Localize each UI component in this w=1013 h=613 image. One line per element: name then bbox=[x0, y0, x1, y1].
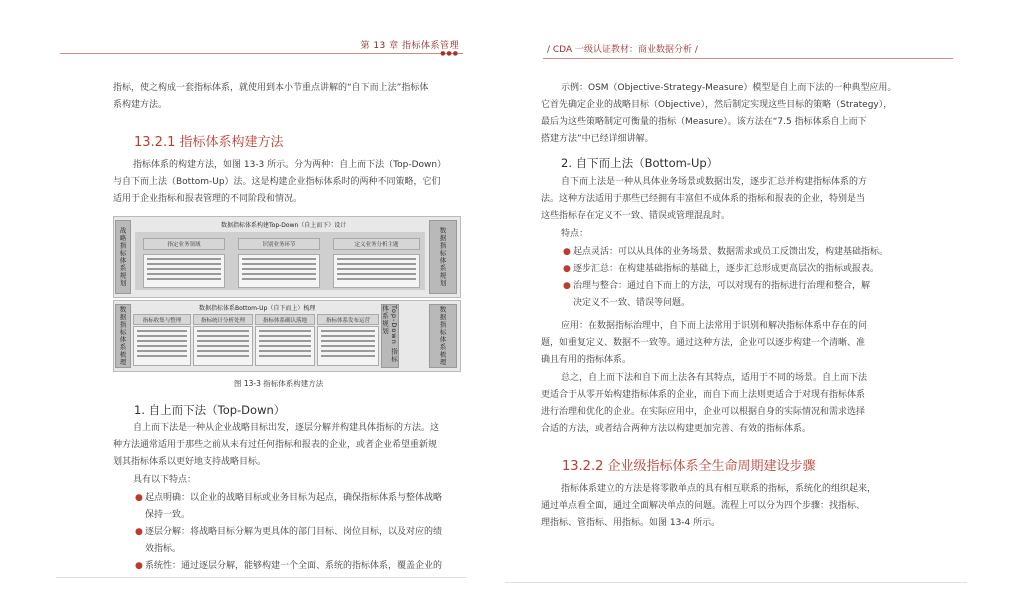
list-item-continued: 效指标。 bbox=[145, 544, 182, 554]
text-line: 更适合于从零开始构建指标体系的企业，而自下而上法则更适合于对现有指标体系 bbox=[541, 390, 866, 400]
osm-paragraph bbox=[541, 80, 899, 148]
text-line: 确且有用的指标体系。 bbox=[541, 355, 632, 365]
feature-list bbox=[133, 490, 442, 575]
list-item: ● 逐层分解：将战略目标分解为更具体的部门目标、岗位目标，以及对应的绩 bbox=[133, 524, 442, 541]
text-line: 指标，使之构成一套指标体系，就使用到本小节重点讲解的“自下而上法”指标体 bbox=[113, 83, 429, 93]
text-line: 适用于企业指标和报表管理的不同阶段和情况。 bbox=[113, 194, 303, 204]
bullet-dot: ● bbox=[135, 561, 143, 571]
text-line: 合适的方法，或者结合两种方法以构建更加完善、有效的指标体系。 bbox=[541, 424, 812, 434]
text-line: 总之，自上而下法和自下而上法各有其特点，适用于不同的场景。自上而下法 bbox=[561, 373, 868, 383]
top-box: 识别业务环节 bbox=[238, 238, 320, 250]
list-item: ● 逐步汇总：在构建基础指标的基础上，逐步汇总形成更高层次的指标或报表。 bbox=[561, 261, 888, 278]
bottom-mid-side-label: Top-Down 指标体系规划 bbox=[381, 304, 399, 368]
text-line: 自下而上法是一种从具体业务场景或数据出发，逐步汇总并构建指标体系的方 bbox=[561, 177, 868, 187]
bottom-box: 指标统计分析处理 bbox=[193, 314, 253, 325]
list-item-continued: 保持一致。 bbox=[145, 510, 191, 520]
features-label: 特点： bbox=[561, 229, 589, 239]
book-header: / CDA 一级认证教材：商业数据分析 / bbox=[547, 45, 698, 55]
bottom-right-side-label: 数据指标体系梳理 bbox=[429, 304, 457, 368]
text-line: 进行治理和优化的企业。在实际应用中，企业可以根据自身的实际情况和需求选择 bbox=[541, 407, 866, 417]
intro-paragraph bbox=[113, 80, 461, 114]
top-box: 定义业务分析主题 bbox=[333, 238, 420, 250]
bottom-left-side-label: 数据指标体系梳理 bbox=[115, 304, 131, 368]
figure-caption: 图 13-3 指标体系构建方法 bbox=[234, 379, 324, 388]
footer-rule bbox=[505, 582, 967, 583]
list-item: ● 起点灵活：可以从具体的业务场景、数据需求或员工反馈出发，构建基础指标。 bbox=[561, 244, 888, 261]
text-line: 应用：在数据指标治理中，自下而上法常用于识别和解决指标体系中存在的问 bbox=[561, 321, 868, 331]
text-line: 种方法通常适用于那些之前从未有过任何指标和报表的企业，或者企业希望重新规 bbox=[113, 440, 438, 450]
bottom-detail-block bbox=[193, 326, 253, 366]
bottom-up-paragraph bbox=[541, 174, 899, 225]
list-item: ● 治理与整合：通过自下而上的方法，可以对现有的指标进行治理和整合，解 bbox=[561, 278, 888, 295]
lifecycle-paragraph bbox=[541, 481, 899, 532]
top-box: 指定业务领域 bbox=[143, 238, 225, 250]
feature-list bbox=[561, 244, 888, 312]
top-detail-block bbox=[238, 254, 320, 288]
bullet-dot: ● bbox=[135, 493, 143, 503]
text-line: 通过单点看全面，通过全面解决单点的问题。流程上可以分为四个步骤：找指标、 bbox=[541, 501, 866, 511]
bullet-dot: ● bbox=[563, 247, 571, 257]
features-label: 具有以下特点： bbox=[133, 475, 197, 485]
text-line: 最后为这些策略制定可衡量的指标（Measure）。该方法在“7.5 指标体系自上而下 bbox=[541, 117, 867, 127]
text-line: 题，如重复定义、数据不一致等。通过这种方法，企业可以逐步构建一个清晰、准 bbox=[541, 338, 866, 348]
section-heading: 13.2.1 指标体系构建方法 bbox=[134, 135, 284, 150]
text-line: 它首先确定企业的战略目标（Objective），然后制定实现这些目标的策略（Strategy）， bbox=[541, 100, 893, 110]
text-line: 指标体系的构建方法，如图 13-3 所示。分为两种：自上而下法（Top-Down） bbox=[133, 160, 447, 170]
summary-paragraph bbox=[541, 370, 899, 438]
bottom-up-title: 数据指标体系Bottom-Up（自下而上）梳理 bbox=[199, 305, 316, 312]
top-detail-block bbox=[333, 254, 420, 288]
application-paragraph bbox=[541, 318, 899, 369]
text-line: 划其指标体系以更好地支持战略目标。 bbox=[113, 457, 267, 467]
left-page bbox=[0, 0, 505, 613]
text-line: 这些指标存在定义不一致、错误或管理混乱时。 bbox=[541, 211, 731, 221]
footer-rule bbox=[56, 577, 467, 578]
right-page bbox=[505, 0, 1013, 613]
bullet-dot: ● bbox=[135, 527, 143, 537]
bottom-box: 指标体系确认落地 bbox=[255, 314, 315, 325]
text-line: 搭建方法”中已经详细讲解。 bbox=[541, 134, 654, 144]
text-line: 自上而下法是一种从企业战略目标出发，逐层分解并构建具体指标的方法。这 bbox=[133, 423, 440, 433]
section-paragraph bbox=[113, 157, 463, 208]
list-item: ● 系统性：通过逐层分解，能够构建一个全面、系统的指标体系，覆盖企业的 bbox=[133, 558, 442, 575]
bullet-dot: ● bbox=[563, 264, 571, 274]
bottom-box: 指标体系发布运营 bbox=[317, 314, 379, 325]
chapter-header: 第 13 章 指标体系管理 bbox=[360, 41, 459, 51]
bottom-box: 指标收集与整理 bbox=[133, 314, 191, 325]
figure-13-3 bbox=[113, 216, 461, 370]
bottom-detail-block bbox=[255, 326, 315, 366]
header-rule bbox=[60, 53, 463, 54]
text-line: 指标体系建立的方法是将零散单点的具有相互联系的指标，系统化的组织起来， bbox=[561, 484, 877, 494]
top-left-side-label: 战略指标体系规划 bbox=[115, 220, 131, 294]
top-detail-block bbox=[143, 254, 225, 288]
bottom-detail-block bbox=[317, 326, 379, 366]
subheading-top-down: 1. 自上而下法（Top-Down） bbox=[134, 403, 286, 417]
list-item: ● 起点明确：以企业的战略目标或业务目标为起点，确保指标体系与整体战略 bbox=[133, 490, 442, 507]
bottom-detail-block bbox=[133, 326, 191, 366]
text-line: 与自下而上法（Bottom-Up）法。这是构建企业指标体系时的两种不同策略，它们 bbox=[113, 177, 441, 187]
text-line: 示例：OSM（Objective-Strategy-Measure）模型是自上而下法的一种典型应用。 bbox=[561, 83, 897, 93]
bullet-dot: ● bbox=[563, 281, 571, 291]
subheading-bottom-up: 2. 自下而上法（Bottom-Up） bbox=[561, 156, 719, 170]
header-dots: ●●● bbox=[440, 50, 459, 57]
top-down-title: 数据指标体系构建Top-Down（自上而下）设计 bbox=[221, 222, 347, 229]
text-line: 系构建方法。 bbox=[113, 100, 168, 110]
text-line: 理指标、管指标、用指标。如图 13-4 所示。 bbox=[541, 518, 721, 528]
top-right-side-label: 数据指标体系规划 bbox=[429, 220, 457, 294]
list-item-continued: 决定义不一致、错误等问题。 bbox=[573, 298, 691, 308]
header-rule bbox=[543, 58, 953, 59]
top-down-paragraph bbox=[113, 420, 463, 471]
text-line: 法。这种方法适用于那些已经拥有丰富但不成体系的指标和报表的企业，特别是当 bbox=[541, 194, 866, 204]
section-heading: 13.2.2 企业级指标体系全生命周期建设步骤 bbox=[562, 459, 816, 474]
